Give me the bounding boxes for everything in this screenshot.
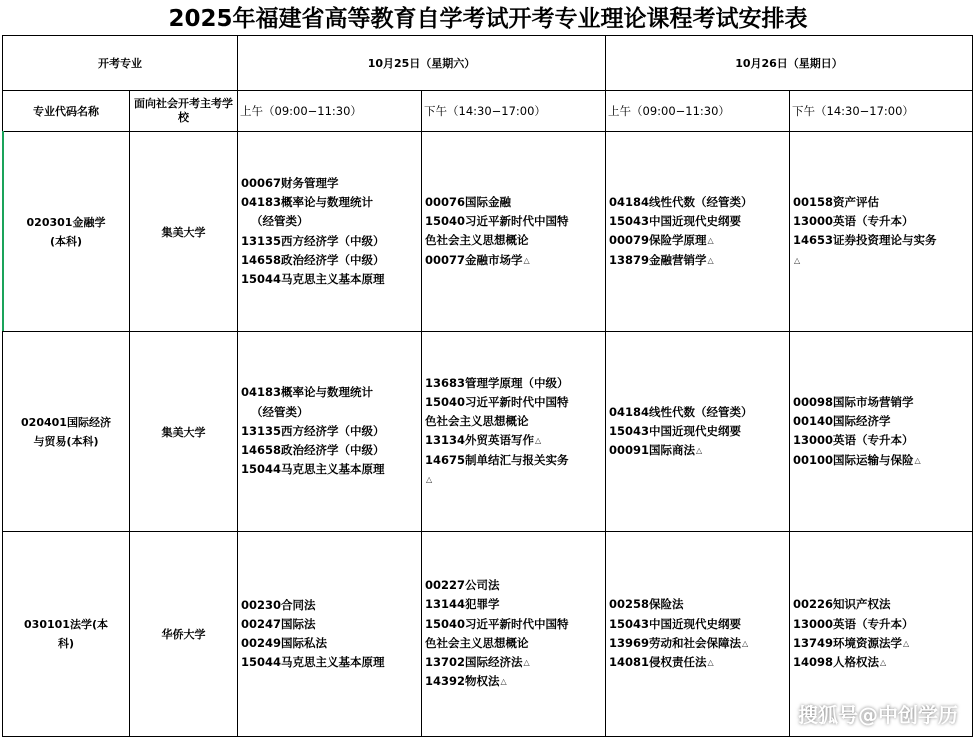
course-name: 04183概率论与数理统计 — [241, 195, 374, 210]
day2-pm-header: 下午（14:30−17:00） — [790, 91, 973, 132]
course-line — [241, 615, 419, 634]
course-name: 13135西方经济学（中级） — [241, 423, 385, 438]
course-name: 13749环境资源法学 — [793, 636, 903, 650]
school-cell — [130, 532, 238, 737]
triangle-mark-icon: △ — [535, 436, 542, 446]
day2-header: 10月26日（星期日） — [606, 36, 973, 91]
major-group-header: 开考专业 — [3, 36, 238, 91]
course-line — [793, 193, 970, 212]
triangle-mark-icon: △ — [696, 446, 703, 456]
triangle-mark-icon: △ — [707, 658, 714, 668]
course-line — [425, 374, 603, 393]
course-line — [425, 634, 603, 653]
course-cell — [422, 132, 606, 332]
major-name-line: (本科) — [49, 234, 83, 248]
course-line — [793, 615, 970, 634]
course-name: 15044马克思主义基本原理 — [241, 271, 385, 286]
course-line — [793, 431, 970, 450]
page-title: 2025年福建省高等教育自学考试开考专业理论课程考试安排表 — [168, 6, 808, 32]
course-name: 00249国际私法 — [241, 636, 328, 650]
course-cell — [238, 132, 422, 332]
course-line — [241, 270, 419, 289]
course-cell — [790, 132, 973, 332]
course-name: 13702国际经济法 — [425, 655, 523, 670]
triangle-mark-icon: △ — [880, 658, 887, 668]
triangle-mark-icon: △ — [914, 455, 921, 465]
course-line — [425, 470, 603, 489]
course-name: 00258保险法 — [609, 597, 684, 612]
major-name-line: 020301金融学 — [26, 215, 106, 229]
course-name: 14658政治经济学（中级） — [241, 443, 385, 458]
course-line — [425, 653, 603, 672]
course-name: 04183概率论与数理统计 — [241, 385, 374, 400]
schedule-table — [2, 35, 973, 737]
course-name: 14392物权法 — [425, 674, 500, 689]
triangle-mark-icon: △ — [500, 677, 507, 687]
table-row — [3, 332, 973, 532]
course-name: 13000英语（专升本） — [793, 433, 914, 448]
course-line — [241, 403, 419, 422]
course-cell — [238, 532, 422, 737]
triangle-mark-icon: △ — [707, 255, 714, 265]
course-line — [425, 212, 603, 231]
course-name: 00247国际法 — [241, 616, 316, 631]
course-line — [241, 232, 419, 251]
course-cell — [422, 532, 606, 737]
course-name: 15040习近平新时代中国特 — [425, 394, 569, 409]
course-name: 13135西方经济学（中级） — [241, 233, 385, 248]
course-name: 15043中国近现代史纲要 — [609, 616, 742, 631]
course-line — [241, 174, 419, 193]
course-name: 00067财务管理学 — [241, 175, 339, 190]
course-line — [425, 672, 603, 691]
header-row-sessions — [3, 91, 973, 132]
course-line — [793, 634, 970, 653]
course-name: 00227公司法 — [425, 578, 500, 593]
course-line — [241, 460, 419, 479]
major-cell — [3, 332, 130, 532]
course-name: （经管类） — [251, 214, 309, 229]
course-name: 14081侵权责任法 — [609, 655, 707, 670]
course-name: （经管类） — [251, 404, 309, 419]
course-name: 13000英语（专升本） — [793, 616, 914, 631]
course-line — [793, 595, 970, 614]
course-name: 00230合同法 — [241, 597, 316, 612]
school-cell — [130, 132, 238, 332]
school-name: 华侨大学 — [161, 628, 206, 641]
course-name: 04184线性代数（经管类） — [609, 194, 753, 209]
course-line — [241, 634, 419, 653]
course-name: 00079保险学原理 — [609, 233, 707, 248]
course-name: 00077金融市场学 — [425, 252, 523, 267]
course-cell — [790, 332, 973, 532]
course-name: 15044马克思主义基本原理 — [241, 462, 385, 477]
day2-am-header: 上午（09:00−11:30） — [606, 91, 790, 132]
course-name: 14658政治经济学（中级） — [241, 252, 385, 267]
course-cell — [422, 332, 606, 532]
course-name: 13144犯罪学 — [425, 597, 500, 612]
school-cell — [130, 332, 238, 532]
course-line — [241, 596, 419, 615]
day1-am-header: 上午（09:00−11:30） — [238, 91, 422, 132]
course-line — [609, 595, 787, 614]
course-name: 15040习近平新时代中国特 — [425, 616, 569, 631]
course-line — [425, 412, 603, 431]
major-name-line: 030101法学(本 — [24, 618, 108, 631]
course-line — [241, 653, 419, 672]
course-name: 00140国际经济学 — [793, 414, 891, 429]
school-name: 集美大学 — [161, 425, 206, 439]
triangle-mark-icon: △ — [903, 638, 910, 648]
course-name: 色社会主义思想概论 — [425, 414, 529, 429]
course-line — [425, 193, 603, 212]
course-name: 13879金融营销学 — [609, 252, 707, 267]
triangle-mark-icon: △ — [742, 638, 749, 648]
course-name: 色社会主义思想概论 — [425, 233, 529, 248]
course-line — [241, 383, 419, 402]
course-line — [609, 231, 787, 250]
course-line — [425, 576, 603, 595]
course-name: 15044马克思主义基本原理 — [241, 655, 385, 670]
triangle-mark-icon: △ — [523, 255, 530, 265]
major-name-line: 与贸易(本科) — [33, 434, 99, 448]
course-line — [425, 393, 603, 412]
day1-header: 10月25日（星期六） — [238, 36, 606, 91]
course-name: 00076国际金融 — [425, 195, 512, 210]
triangle-mark-icon: △ — [523, 658, 530, 668]
course-name: 13134外贸英语写作 — [425, 433, 535, 448]
course-line — [609, 193, 787, 212]
course-cell — [606, 132, 790, 332]
course-name: 色社会主义思想概论 — [425, 635, 529, 650]
course-name: 13969劳动和社会保障法 — [609, 636, 742, 650]
course-line — [241, 251, 419, 270]
triangle-mark-icon: △ — [707, 236, 714, 246]
major-name-line: 科) — [57, 637, 75, 650]
course-name: 13000英语（专升本） — [793, 214, 914, 229]
course-line — [425, 251, 603, 270]
course-line — [793, 212, 970, 231]
course-cell — [238, 332, 422, 532]
watermark: 搜狐号@中创学历 — [798, 703, 958, 727]
course-line — [425, 451, 603, 470]
course-name: 00158资产评估 — [793, 195, 880, 210]
school-column-header: 面向社会开考主考学校 — [130, 91, 238, 132]
course-name: 00226知识产权法 — [793, 597, 891, 612]
triangle-mark-icon: △ — [794, 255, 801, 265]
row-selection-indicator — [2, 131, 4, 331]
course-line — [793, 653, 970, 672]
course-cell — [606, 332, 790, 532]
course-line — [425, 431, 603, 450]
course-name: 14098人格权法 — [793, 655, 880, 670]
course-name: 00091国际商法 — [609, 443, 696, 458]
course-line — [609, 441, 787, 460]
course-line — [793, 251, 970, 270]
major-name-line: 020401国际经济 — [21, 415, 111, 429]
course-line — [609, 212, 787, 231]
course-name: 15043中国近现代史纲要 — [609, 423, 742, 438]
course-line — [609, 615, 787, 634]
header-row-days — [3, 36, 973, 91]
course-line — [609, 403, 787, 422]
course-line — [425, 595, 603, 614]
course-name: 04184线性代数（经管类） — [609, 404, 753, 419]
course-line — [425, 231, 603, 250]
course-line — [425, 615, 603, 634]
course-line — [793, 231, 970, 250]
school-name: 集美大学 — [161, 225, 206, 239]
course-line — [241, 422, 419, 441]
course-name: 13683管理学原理（中级） — [425, 375, 569, 390]
course-line — [609, 653, 787, 672]
course-line — [241, 441, 419, 460]
day1-pm-header: 下午（14:30−17:00） — [422, 91, 606, 132]
course-name: 00098国际市场营销学 — [793, 395, 914, 410]
triangle-mark-icon: △ — [426, 474, 433, 484]
course-name: 14653证券投资理论与实务 — [793, 233, 937, 248]
course-line — [793, 412, 970, 431]
course-line — [241, 193, 419, 212]
course-line — [609, 634, 787, 653]
course-name: 00100国际运输与保险 — [793, 452, 914, 467]
major-column-header: 专业代码名称 — [3, 91, 130, 132]
course-line — [241, 212, 419, 231]
major-cell — [3, 132, 130, 332]
course-name: 14675制单结汇与报关实务 — [425, 452, 569, 467]
course-line — [609, 422, 787, 441]
course-line — [793, 393, 970, 412]
course-line — [793, 451, 970, 470]
major-cell — [3, 532, 130, 737]
course-name: 15040习近平新时代中国特 — [425, 214, 569, 229]
table-row — [3, 132, 973, 332]
course-cell — [606, 532, 790, 737]
course-name: 15043中国近现代史纲要 — [609, 214, 742, 229]
course-line — [609, 251, 787, 270]
